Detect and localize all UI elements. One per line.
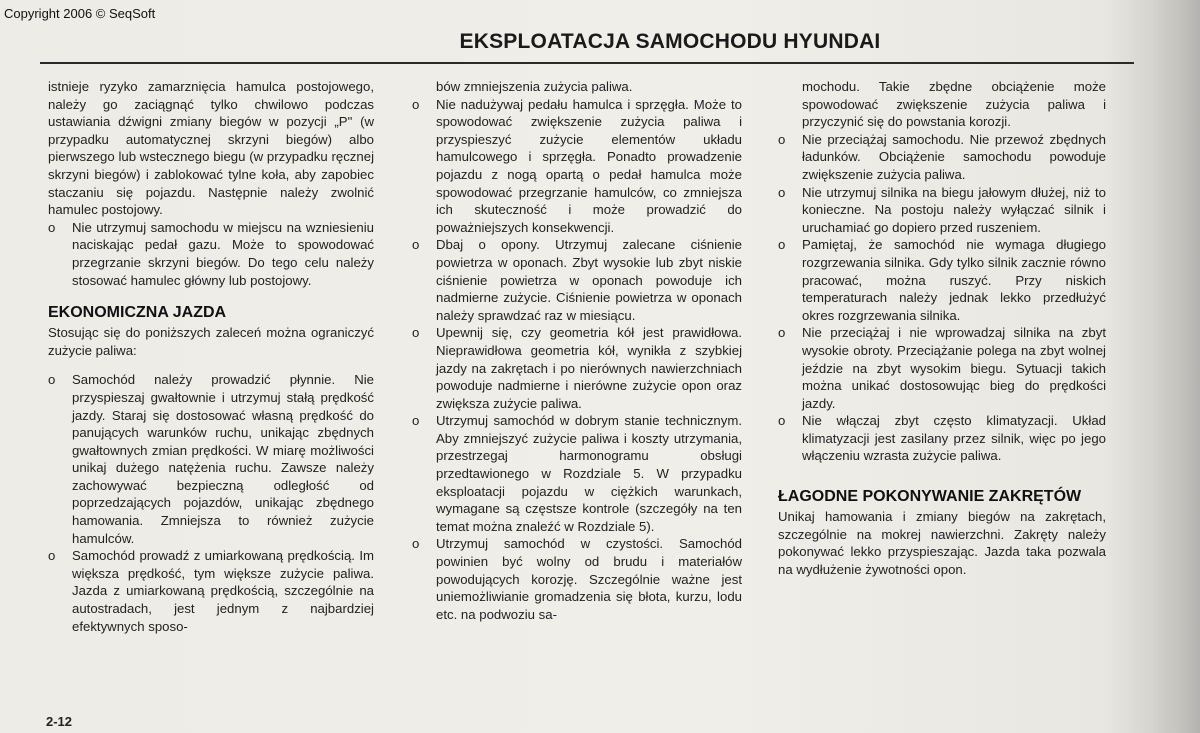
bullet-marker: o — [48, 219, 56, 235]
bullet-text: Samochód należy prowadzić płynnie. Nie przyspieszaj gwałtownie i utrzymuj stałą prędkość jazdy. Staraj się dostosować własną prędkość do panujących warunków ruchu, unikając zbędnych gwałtownych zmian prędkości. W miarę możliwości unikaj dużego natężenia ruchu. Zawsze należy zachowywać bezpieczną odległość od poprzedzających pojazdów, unikając zbędnego hamowania. Zmniejsza to również zużycie hamulców. — [72, 372, 374, 546]
bullet-item — [48, 371, 374, 547]
text-column-1 — [48, 78, 374, 635]
bullet-text: Pamiętaj, że samochód nie wymaga długiego rozgrzewania silnika. Gdy tylko silnik zacznie równo pracować, można ruszyć. Przy niskich temperaturach należy jednak lekko przedłużyć okres rozgrzewania silnika. — [802, 237, 1106, 323]
bullet-text: Nie utrzymuj silnika na biegu jałowym dłużej, niż to konieczne. Na postoju należy wyłączać silnik i uruchamiać go dopiero przed ruszeniem. — [802, 184, 1106, 235]
bullet-item — [412, 412, 742, 535]
section-body: Unikaj hamowania i zmiany biegów na zakrętach, szczególnie na mokrej nawierzchni. Zakręty należy pokonywać lekko przyspieszając. Jazda taka pozwala na wydłużenie żywotności opon. — [778, 509, 1106, 577]
bullet-item — [778, 324, 1106, 412]
bullet-text: Utrzymuj samochód w czystości. Samochód powinien być wolny od brudu i materiałów powodujących korozję. Szczególnie ważne jest uniemożliwianie gromadzenia się błota, kurzu, lodu etc. na podwoziu sa- — [436, 536, 742, 622]
bullet-text: Nie przeciążaj i nie wprowadzaj silnika na zbyt wysokie obroty. Przeciążanie polega na zbyt wolnej jeździe na zbyt wysokim biegu. Sytuacji takich można unikać dostosowując bieg do prędkości jazdy. — [802, 325, 1106, 411]
bullet-text: Nie włączaj zbyt często klimatyzacji. Układ klimatyzacji jest zasilany przez silnik, więc po jego włączeniu wzrasta zużycie paliwa. — [802, 413, 1106, 464]
page-title: EKSPLOATACJA SAMOCHODU HYUNDAI — [459, 30, 881, 53]
bullet-text: Nie nadużywaj pedału hamulca i sprzęgła. Może to spowodować zwiększenie zużycia paliwa i przyspieszyć zużycie elementów układu hamulcowego i sprzęgła. Ponadto prowadzenie pojazdu z nogą opartą o pedał hamulca może spowodować przegrzanie hamulców, co zmniejsza ich skuteczność i może prowadzić do poważniejszych konsekwencji. — [436, 96, 742, 235]
header-rule — [40, 62, 1134, 64]
copyright-notice: Copyright 2006 © SeqSoft — [4, 6, 156, 21]
bullet-text: Upewnij się, czy geometria kół jest prawidłowa. Nieprawidłowa geometria kół, wynikła z szybkiej jazdy na zakrętach i po nierównych nawierzchniach powoduje nadmierne i nierówne zużycie opon oraz zwiększa zużycie paliwa. — [436, 325, 742, 411]
bullet-marker: o — [412, 96, 420, 112]
paragraph-continuation: mochodu. Takie zbędne obciążenie może spowodować zwiększenie zużycia paliwa i przyczynić się do powstania korozji. — [802, 79, 1106, 130]
text-column-2 — [412, 78, 742, 623]
bullet-item — [48, 219, 374, 289]
bullet-item — [412, 324, 742, 412]
bullet-item — [778, 131, 1106, 184]
paragraph-continuation: bów zmniejszenia zużycia paliwa. — [436, 79, 633, 94]
section-heading: ŁAGODNE POKONYWANIE ZAKRĘTÓW — [778, 488, 1082, 506]
section-heading: EKONOMICZNA JAZDA — [48, 304, 227, 322]
bullet-item — [778, 184, 1106, 237]
bullet-text: Nie utrzymuj samochodu w miejscu na wzniesieniu naciskając pedał gazu. Może to spowodować przegrzanie skrzyni biegów. Do tego celu należy stosować hamulec główny lub postojowy. — [72, 219, 374, 288]
bullet-item — [412, 96, 742, 237]
bullet-marker: o — [412, 237, 420, 253]
bullet-item — [778, 236, 1106, 324]
bullet-text: Samochód prowadź z umiarkowaną prędkością. Im większa prędkość, tym większe zużycie paliwa. Jazda z umiarkowaną prędkością, szczególnie na autostradach, jest jednym z najbardziej efektywnych sposo- — [72, 548, 374, 634]
bullet-marker: o — [48, 372, 56, 388]
bullet-marker: o — [412, 536, 420, 552]
bullet-marker: o — [778, 413, 786, 429]
bullet-marker: o — [778, 184, 786, 200]
paragraph-continuation: istnieje ryzyko zamarznięcia hamulca postojowego, należy go zaciągnąć tylko chwilowo podczas ustawiania dźwigni zmiany biegów w pozycji „P" (w przypadku automatycznej skrzyni biegów) albo pierwszego lub wstecznego biegu (w przypadku ręcznej skrzyni biegów) i zablokować tylne koła, aby zapobiec staczaniu się pojazdu. Następnie należy zwolnić hamulec postojowy. — [48, 79, 374, 218]
bullet-marker: o — [48, 548, 56, 564]
bullet-item — [412, 236, 742, 324]
text-column-3 — [778, 78, 1106, 578]
bullet-marker: o — [778, 237, 786, 253]
bullet-marker: o — [778, 131, 786, 147]
bullet-item — [412, 535, 742, 623]
page-number: 2-12 — [46, 714, 73, 729]
bullet-text: Utrzymuj samochód w dobrym stanie technicznym. Aby zmniejszyć zużycie paliwa i koszty utrzymania, przestrzegaj harmonogramu obsługi przedtawionego w Rozdziale 5. W przypadku eksploatacji pojazdu w ciężkich warunkach, wymagane są częstsze kontrole (szczegóły na ten temat można znaleźć w Rozdziale 5). — [436, 413, 742, 534]
bullet-marker: o — [412, 325, 420, 341]
bullet-text: Dbaj o opony. Utrzymuj zalecane ciśnienie powietrza w oponach. Zbyt wysokie lub zbyt niskie ciśnienie powietrza w oponach powoduje ich nadmierne zużycie. Ciśnienie powietrza w oponach należy sprawdzać raz w miesiącu. — [436, 237, 742, 323]
bullet-marker: o — [778, 325, 786, 341]
bullet-text: Nie przeciążaj samochodu. Nie przewoź zbędnych ładunków. Obciążenie samochodu powoduje zwiększenie zużycia paliwa. — [802, 131, 1106, 182]
bullet-marker: o — [412, 413, 420, 429]
bullet-item — [778, 412, 1106, 465]
book-spine-shadow — [1158, 0, 1200, 733]
bullet-item — [48, 547, 374, 635]
section-intro: Stosując się do poniższych zaleceń można ograniczyć zużycie paliwa: — [48, 325, 374, 358]
